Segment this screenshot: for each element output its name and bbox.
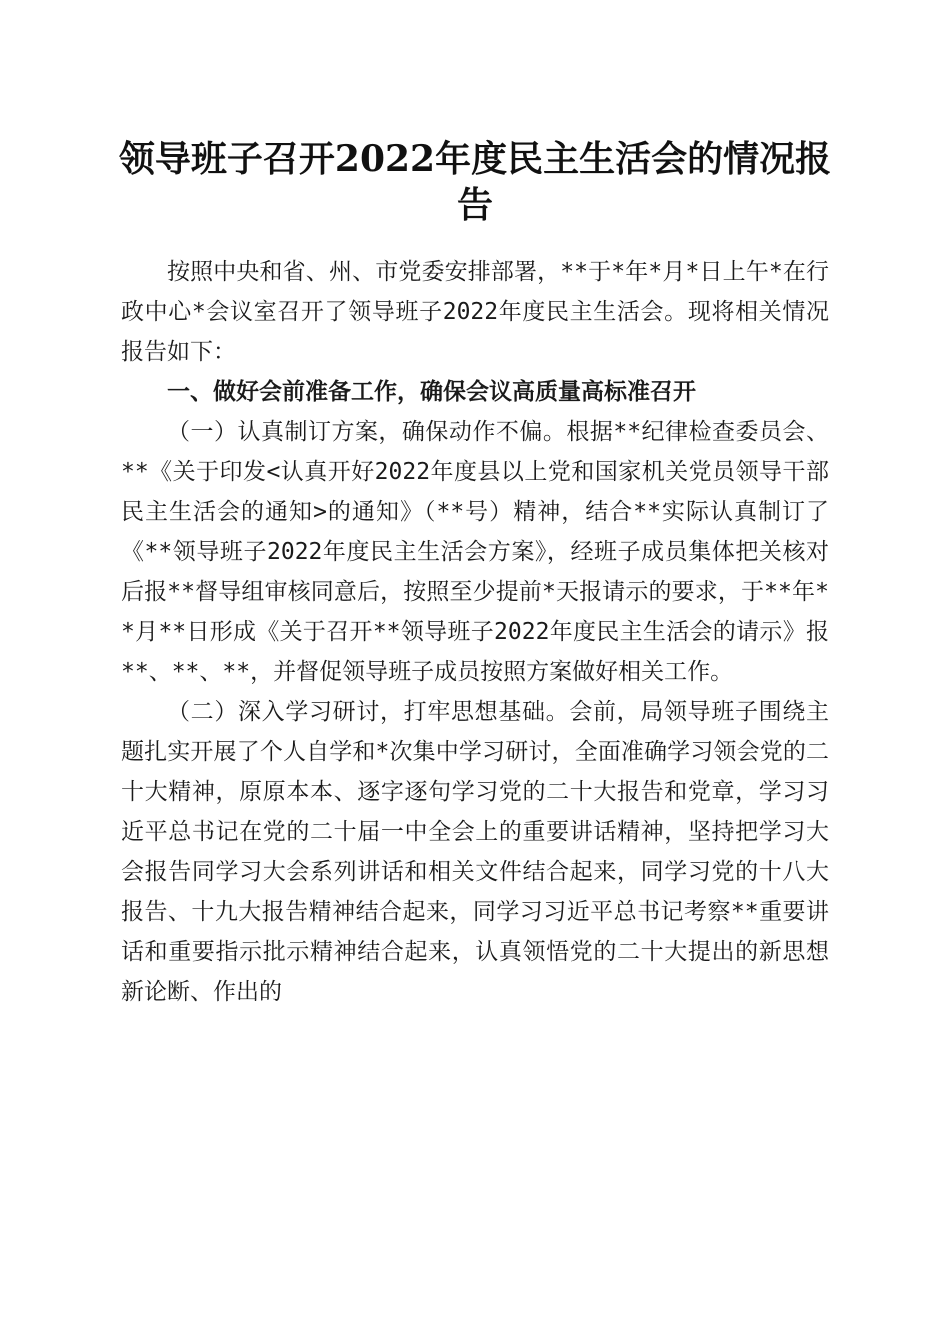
subsection-paragraph-1: （一）认真制订方案，确保动作不偏。根据**纪律检查委员会、**《关于印发<认真开好2022年度县以上党和国家机关党员领导干部民主生活会的通知>的通知》（**号）精神，结合**实际认真制订了《**领导班子2022年度民主生活会方案》，经班子成员集体把关核对后报**督导组审核同意后，按照至少提前*天报请示的要求，于**年**月**日形成《关于召开**领导班子2022年度民主生活会的请示》报**、**、**，并督促领导班子成员按照方案做好相关工作。: [121, 419, 829, 685]
document-body: [121, 252, 829, 1012]
intro-paragraph: 按照中央和省、州、市党委安排部署，**于*年*月*日上午*在行政中心*会议室召开了领导班子2022年度民主生活会。现将相关情况报告如下：: [121, 259, 829, 365]
section-heading-1: 一、做好会前准备工作，确保会议高质量高标准召开: [167, 379, 696, 405]
document-title: 领导班子召开2022年度民主生活会的情况报告: [118, 138, 832, 226]
subsection-paragraph-2: （二）深入学习研讨，打牢思想基础。会前，局领导班子围绕主题扎实开展了个人自学和*次集中学习研讨，全面准确学习领会党的二十大精神，原原本本、逐字逐句学习党的二十大报告和党章，学习习近平总书记在党的二十届一中全会上的重要讲话精神，坚持把学习大会报告同学习大会系列讲话和相关文件结合起来，同学习党的十八大报告、十九大报告精神结合起来，同学习习近平总书记考察**重要讲话和重要指示批示精神结合起来，认真领悟党的二十大提出的新思想新论断、作出的: [121, 699, 829, 1005]
